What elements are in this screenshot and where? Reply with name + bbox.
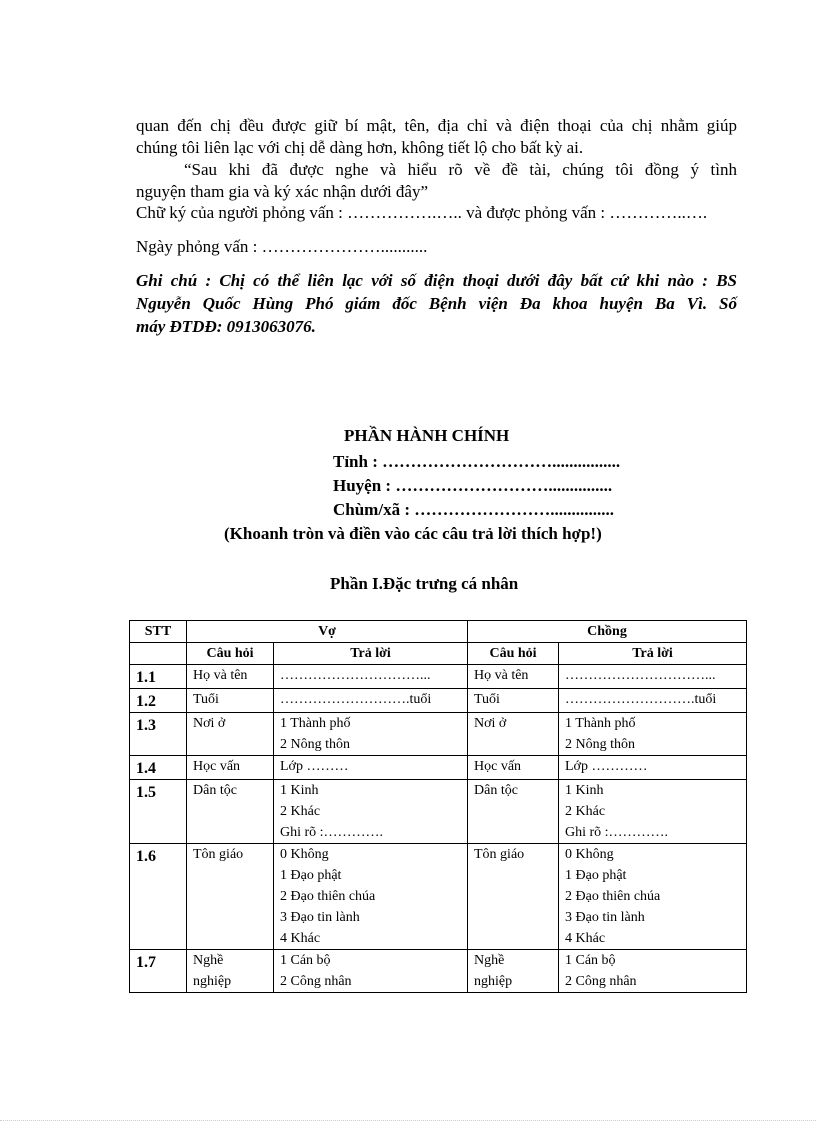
- cell-line: …………………………...: [565, 668, 716, 683]
- question-husband: [468, 713, 559, 756]
- answer-wife: [274, 713, 468, 756]
- cell-line: Học vấn: [193, 759, 241, 774]
- question-husband: [468, 950, 559, 993]
- header-husband: Chồng: [468, 621, 747, 643]
- cell-line: Nơi ở: [474, 716, 507, 731]
- cell-line: 2 Đạo thiên chúa: [565, 889, 661, 904]
- question-wife: [187, 950, 274, 993]
- row-number: 1.6: [130, 844, 187, 950]
- district-field: Huyện : ………………………...............: [333, 476, 613, 495]
- instruction-text: (Khoanh tròn và điền vào các câu trả lời thích hợp!): [224, 524, 602, 543]
- cell-line: Học vấn: [474, 759, 522, 774]
- row-number: 1.3: [130, 713, 187, 756]
- table-row: [130, 844, 747, 950]
- cell-line: Nghề: [474, 953, 505, 968]
- cell-line: 1 Kinh: [280, 783, 319, 798]
- answer-husband: [559, 756, 747, 780]
- cell-line: Tuổi: [474, 692, 500, 707]
- answer-wife: [274, 844, 468, 950]
- question-husband: [468, 844, 559, 950]
- cell-line: 2 Công nhân: [280, 974, 352, 989]
- cell-line: nghiệp: [474, 974, 513, 989]
- answer-wife: [274, 689, 468, 713]
- cell-line: 1 Kinh: [565, 783, 604, 798]
- question-husband: [468, 665, 559, 689]
- cell-line: 2 Nông thôn: [565, 737, 635, 752]
- cell-line: 1 Cán bộ: [280, 953, 331, 968]
- interview-date: Ngày phỏng vấn : …………………...........: [136, 237, 428, 256]
- question-wife: [187, 665, 274, 689]
- note-line-1: Ghi chú : Chị có thể liên lạc với số điện thoại dưới đây bất cứ khi nào : BS: [136, 271, 737, 290]
- commune-field: Chùm/xã : ……………………...............: [333, 500, 614, 519]
- cell-line: Nghề: [193, 953, 224, 968]
- cell-line: 2 Khác: [280, 804, 321, 819]
- subheader-question-husband: Câu hỏi: [468, 643, 559, 665]
- cell-line: …………………………...: [280, 668, 431, 683]
- table-row: [130, 950, 747, 993]
- cell-line: Lớp …………: [565, 759, 648, 774]
- cell-line: Dân tộc: [474, 783, 518, 798]
- table-row: [130, 713, 747, 756]
- cell-line: ……………………….tuổi: [565, 692, 717, 707]
- cell-line: 2 Khác: [565, 804, 606, 819]
- answer-husband: [559, 713, 747, 756]
- question-wife: [187, 713, 274, 756]
- answer-husband: [559, 689, 747, 713]
- answer-husband: [559, 665, 747, 689]
- question-husband: [468, 689, 559, 713]
- row-number: 1.7: [130, 950, 187, 993]
- cell-line: 1 Đạo phật: [565, 868, 627, 883]
- cell-line: Họ và tên: [474, 668, 529, 683]
- cell-line: 3 Đạo tin lành: [280, 910, 360, 925]
- cell-line: Tuổi: [193, 692, 219, 707]
- answer-wife: [274, 780, 468, 844]
- header-stt: STT: [130, 621, 187, 643]
- cell-line: 1 Thành phố: [565, 716, 636, 731]
- question-wife: [187, 756, 274, 780]
- admin-title: PHẦN HÀNH CHÍNH: [344, 426, 510, 445]
- cell-line: ……………………….tuổi: [280, 692, 432, 707]
- answer-wife: [274, 756, 468, 780]
- cell-line: Tôn giáo: [474, 847, 525, 862]
- page-bottom-border: [0, 1120, 816, 1121]
- answer-husband: [559, 950, 747, 993]
- table-header-row: [130, 621, 747, 643]
- answer-husband: [559, 844, 747, 950]
- question-wife: [187, 780, 274, 844]
- province-field: Tỉnh : …………………………................: [333, 452, 621, 471]
- question-wife: [187, 689, 274, 713]
- subheader-question-wife: Câu hỏi: [187, 643, 274, 665]
- cell-line: 3 Đạo tin lành: [565, 910, 645, 925]
- cell-line: 1 Thành phố: [280, 716, 351, 731]
- answer-wife: [274, 950, 468, 993]
- part1-title: Phần I.Đặc trưng cá nhân: [330, 574, 519, 593]
- personal-info-table: [129, 620, 747, 993]
- consent-line-1: “Sau khi đã được nghe và hiểu rõ về đề tài, chúng tôi đồng ý tình: [184, 160, 737, 179]
- note-line-2: Nguyễn Quốc Hùng Phó giám đốc Bệnh viện Đa khoa huyện Ba Vì. Số: [136, 294, 737, 313]
- signature-line: Chữ ký của người phỏng vấn : …………….….. và được phỏng vấn : …………..….: [136, 203, 708, 222]
- cell-line: 1 Cán bộ: [565, 953, 616, 968]
- answer-wife: [274, 665, 468, 689]
- cell-line: Dân tộc: [193, 783, 237, 798]
- subheader-answer-wife: Trả lời: [274, 643, 468, 665]
- question-husband: [468, 780, 559, 844]
- cell-line: 2 Công nhân: [565, 974, 637, 989]
- header-wife: Vợ: [187, 621, 468, 643]
- question-husband: [468, 756, 559, 780]
- cell-line: Tôn giáo: [193, 847, 244, 862]
- table-subheader-row: [130, 643, 747, 665]
- table-row: [130, 689, 747, 713]
- cell-line: Ghi rõ :………….: [280, 825, 384, 840]
- cell-line: 0 Không: [565, 847, 614, 862]
- consent-line-2: nguyện tham gia và ký xác nhận dưới đây”: [136, 182, 429, 201]
- cell-line: Họ và tên: [193, 668, 248, 683]
- cell-line: 1 Đạo phật: [280, 868, 342, 883]
- question-wife: [187, 844, 274, 950]
- row-number: 1.4: [130, 756, 187, 780]
- subheader-answer-husband: Trả lời: [559, 643, 747, 665]
- intro-line-1: quan đến chị đều được giữ bí mật, tên, địa chỉ và điện thoại của chị nhằm giúp: [136, 116, 737, 135]
- cell-line: Nơi ở: [193, 716, 226, 731]
- cell-line: nghiệp: [193, 974, 232, 989]
- cell-line: Ghi rõ :………….: [565, 825, 669, 840]
- cell-line: 4 Khác: [565, 931, 606, 946]
- row-number: 1.1: [130, 665, 187, 689]
- answer-husband: [559, 780, 747, 844]
- cell-line: 2 Nông thôn: [280, 737, 350, 752]
- intro-line-2: chúng tôi liên lạc với chị dễ dàng hơn, không tiết lộ cho bất kỳ ai.: [136, 138, 584, 157]
- cell-line: 0 Không: [280, 847, 329, 862]
- cell-line: 4 Khác: [280, 931, 321, 946]
- table-row: [130, 780, 747, 844]
- cell-line: 2 Đạo thiên chúa: [280, 889, 376, 904]
- row-number: 1.2: [130, 689, 187, 713]
- row-number: 1.5: [130, 780, 187, 844]
- table-row: [130, 756, 747, 780]
- table-row: [130, 665, 747, 689]
- cell-line: Lớp ………: [280, 759, 349, 774]
- note-line-3: máy ĐTDĐ: 0913063076.: [136, 317, 316, 336]
